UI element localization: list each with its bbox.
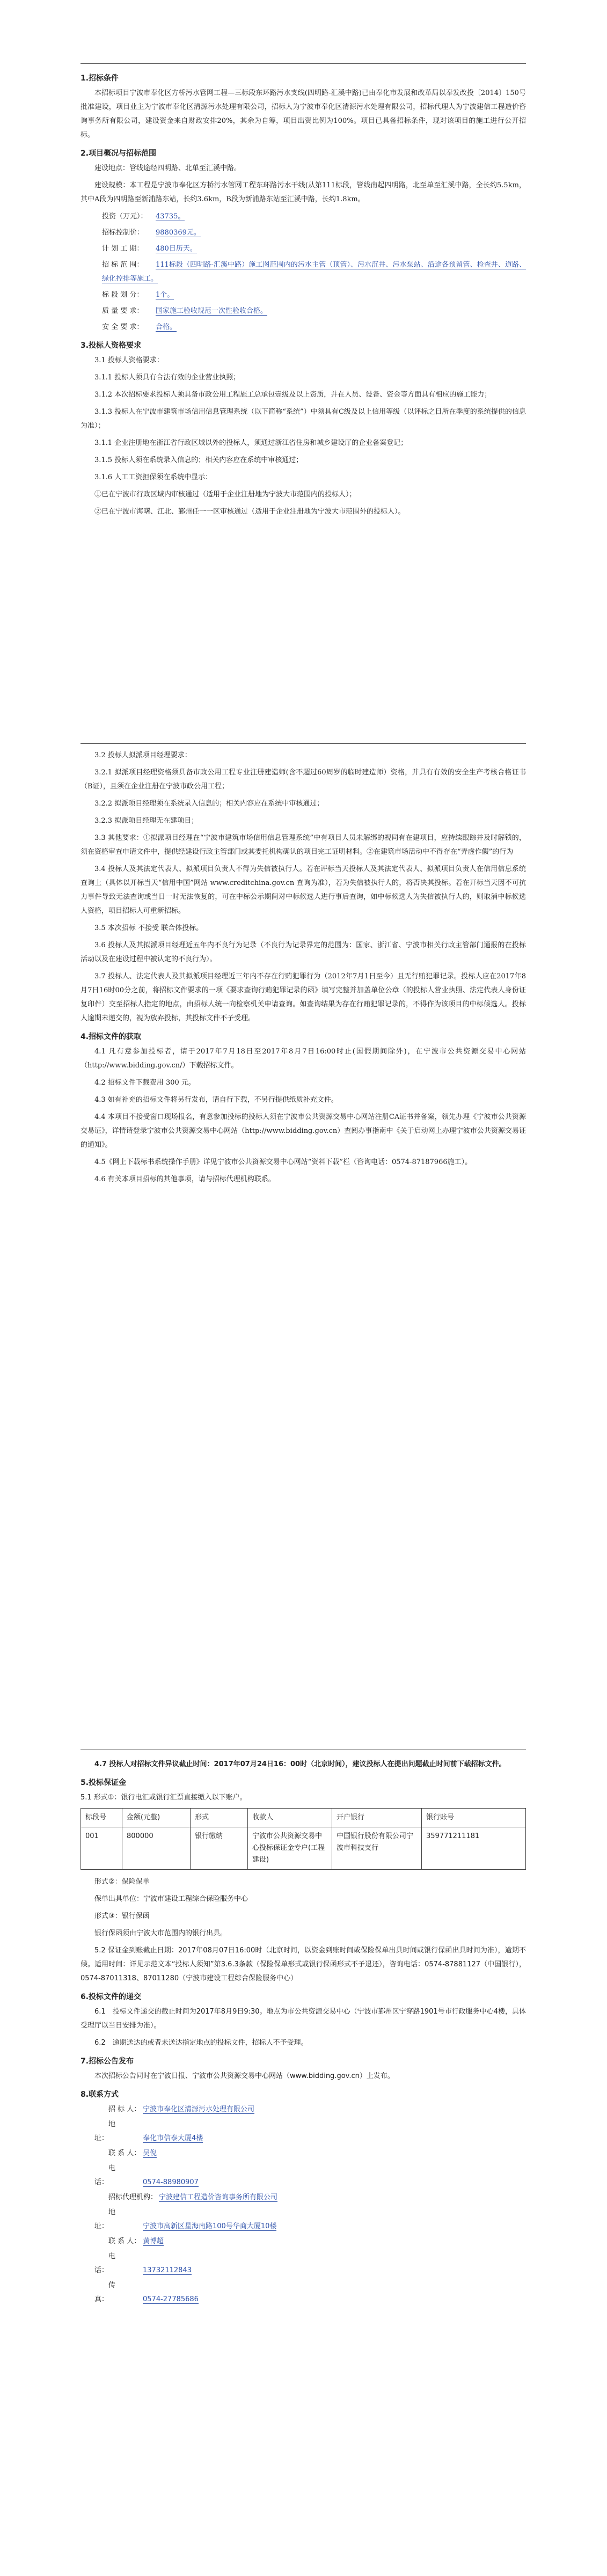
table-cell: 359771211181 — [422, 1827, 526, 1870]
contact-item: 电 话： 0574-88980907 — [94, 2164, 199, 2186]
table-header: 银行账号 — [422, 1809, 526, 1827]
section-block-2 — [81, 749, 526, 1190]
project-item: 投资（万元）： 43735。 — [102, 213, 185, 221]
table-header-row — [81, 1809, 526, 1827]
contact-item: 传 真： 0574-27785686 — [94, 2281, 199, 2303]
section-5-heading: 5.投标保证金 — [81, 1779, 127, 1787]
bid-doc-para: 4.6 有关本项目招标的其他事项，请与招标代理机构联系。 — [94, 1175, 275, 1183]
manager-para: 3.6 投标人及其拟派项目经理近五年内不良行为记录（不良行为记录界定的范围为：国家、浙江省、宁波市相关行政主管部门通报的在投标活动以及在建设过程中被认定的不良行为）。 — [81, 941, 526, 963]
project-location: 建设地点：管线途经四明路、北单至汇溪中路。 — [94, 164, 242, 172]
manager-para: 3.4 投标人及其法定代表人、拟派项目负责人不得为失信被执行人。若在评标当天投标人及其法定代表人、拟派项目负责人在信用信息系统查询上（具体以开标当天“信用中国”网站 www.creditchina.gov.cn 查询为准），若为失信被执行人的，将否决其投标。若在开标当天因不可抗力事件导致无法查询或当日一时无法恢复的，可在中标公示期间对中标候选人进行事后查询，如中标候选人为失信被执行人的，则取消中标候选人资格，项目招标人可重新招标。 — [81, 865, 526, 915]
project-items — [81, 210, 526, 334]
section-8-heading: 8.联系方式 — [81, 2090, 119, 2099]
qualification-para: 3.1.5 投标人须在系统录入信息的；相关内容应在系统中审核通过； — [94, 456, 303, 464]
page-divider — [81, 743, 526, 744]
qualification-para: 3.1.1 投标人须具有合法有效的企业营业执照； — [94, 374, 240, 382]
project-item: 安 全 要 求： 合格。 — [102, 323, 177, 331]
project-item: 招标控制价： 9880369元。 — [102, 229, 201, 237]
qualification-para: 3.1.6 人工工资担保须在系统中显示： — [94, 473, 213, 481]
qualification-para: ①已在宁波市行政区域内审核通过（适用于企业注册地为宁波大市范围内的投标人）； — [94, 491, 356, 499]
bid-doc-para: 4.5《网上下载标书系统操作手册》详见宁波市公共资源交易中心网站“资料下载”栏（咨询电话：0574-87187966施工）。 — [94, 1158, 472, 1166]
section-1-body: 本招标项目宁波市奉化区方桥污水管网工程—三标段东环路污水支线(四明路-汇溪中路)已由奉化市发展和改革局以奉发改投〔2014〕150号批准建设，项目业主为宁波市奉化区清源污水处理有限公司，招标人为宁波市奉化区清源污水处理有限公司，招标代理人为宁波建信工程造价咨询事务所有限公司，建设资金来自财政安排20%，其余为自筹，项目出资比例为100%。项目已具备招标条件，现对该项目的施工进行公开招标。 — [81, 89, 526, 139]
table-row — [81, 1827, 526, 1870]
table-cell: 001 — [81, 1827, 122, 1870]
table-header: 标段号 — [81, 1809, 122, 1827]
contact-item: 地 址： 奉化市信泰大厦4楼 — [94, 2120, 203, 2142]
project-item: 计 划 工 期： 480日历天。 — [102, 245, 197, 253]
publication-para: 本次招标公告同时在宁波日报、宁波市公共资源交易中心网站（www.bidding.gov.cn）上发布。 — [94, 2072, 394, 2080]
section-3-heading: 3.投标人资格要求 — [81, 341, 142, 350]
manager-para: 3.7 投标人、法定代表人及其拟派项目经理近三年内不存在行贿犯罪行为（2012年7月1日至今）且无行贿犯罪记录。投标人应在2017年8月7日16时00分之前，将招标文件要求的一项《要求查询行贿犯罪记录的函》填写完整并加盖单位公章（的投标人营业执照、法定代表人身份证复印件）交至招标人指定的地点，由招标人统一向检察机关申请查询。如查询结果为存在行贿犯罪记录的，不得作为该项目的中标候选人。投标人逾期未递交的，视为放弃投标，其投标文件不予受理。 — [81, 972, 526, 1022]
contact-item: 联 系 人： 吴倪 — [108, 2149, 157, 2157]
top-divider — [81, 63, 526, 64]
section-7-heading: 7.招标公告发布 — [81, 2057, 134, 2066]
qualification-para: 3.1.2 本次招标要求投标人须具备市政公用工程施工总承包壹级及以上资质，并在人员、设备、资金等方面具有相应的施工能力； — [94, 391, 492, 399]
manager-para: 3.2.1 拟派项目经理资格须具备市政公用工程专业注册建造师(含不超过60周岁的临时建造师）资格，并具有有效的安全生产考核合格证书（B证），且须在企业注册在宁波市政公用工程； — [81, 769, 526, 791]
section-6-heading: 6.投标文件的递交 — [81, 1993, 142, 2001]
table-header: 收款人 — [248, 1809, 332, 1827]
qualification-para: ②已在宁波市海曙、江北、鄞州任一一区审核通过（适用于企业注册地为宁波大市范围外的投标人）。 — [94, 508, 405, 516]
section-2-heading: 2.项目概况与招标范围 — [81, 149, 157, 158]
section-1-heading: 1.招标条件 — [81, 74, 119, 83]
contact-item: 招标代理机构： 宁波建信工程造价咨询事务所有限公司 — [108, 2193, 278, 2201]
table-header: 形式 — [191, 1809, 248, 1827]
contact-item: 地 址： 宁波市高新区星海南路100号华商大厦10楼 — [94, 2208, 277, 2230]
qualification-para: 3.1 投标人资格要求： — [94, 356, 164, 364]
qualification-para: 3.1.1 企业注册地在浙江省行政区域以外的投标人，须通过浙江省住房和城乡建设厅的企业备案登记； — [94, 439, 408, 447]
section-block-3 — [81, 1758, 526, 2308]
project-scale: 建设规模：本工程是宁波市奉化区方桥污水管网工程东环路污水干线(从第111标段，管线南起四明路，北至单至汇溪中路，全长约5.5km，其中A段为四明路至新浦路东站，长约3.6km，B段为新浦路东站至汇溪中路，长约1.8km。 — [81, 181, 526, 203]
deposit-table — [81, 1808, 526, 1870]
contact-item: 联 系 人： 黄博超 — [108, 2237, 164, 2245]
section-4-heading: 4.招标文件的获取 — [81, 1033, 142, 1041]
table-cell: 银行缴纳 — [191, 1827, 248, 1870]
table-header: 开户银行 — [332, 1809, 422, 1827]
manager-para: 3.2.3 拟派项目经理无在建项目； — [94, 817, 199, 825]
bid-doc-para: 4.3 如有补充的招标文件将另行发布，请自行下载，不另行提供纸质补充文件。 — [94, 1096, 338, 1104]
bid-doc-para: 4.2 招标文件下载费用 300 元。 — [94, 1079, 195, 1087]
manager-para: 3.2.2 拟派项目经理须在系统录入信息的；相关内容应在系统中审核通过； — [94, 800, 324, 808]
deposit-para: 形式②：保险保单 — [94, 1878, 150, 1886]
contact-item: 电 话： 13732112843 — [94, 2252, 192, 2274]
deposit-intro: 5.1 形式①：银行电汇或银行汇票直接缴入以下账户。 — [81, 1794, 247, 1802]
qualification-para: 3.1.3 投标人在宁波市建筑市场信用信息管理系统（以下简称“系统”）中须具有C级及以上信用等级（以评标之日所在季度的系统提供的信息为准）； — [81, 408, 526, 430]
submission-para: 6.1 投标文件递交的截止时间为2017年8月9日9:30。地点为市公共资源交易中心（宁波市鄞州区宁穿路1901号市行政服务中心4楼，具体受理厅以当日安排为准）。 — [81, 2008, 526, 2030]
deposit-para: 5.2 保证金到账截止日期：2017年08月07日16:00时（北京时间，以资金到账时间或保险保单出具时间或银行保函出具时间为准），逾期不候。适用时间：详见示范文本“投标人须知”第3.6.3条款（保险保单形式或银行保函形式不予退还），咨询电话：0574-87881127（中国银行），0574-87011318、87011280（宁波市建设工程综合保险服务中心） — [81, 1946, 526, 1982]
manager-para: 3.2 投标人拟派项目经理要求： — [94, 751, 192, 759]
section-block-1 — [81, 67, 526, 522]
deposit-para: 银行保函须由宁波大市范围内的银行出具。 — [94, 1929, 228, 1937]
bid-doc-para: 4.1 凡有意参加投标者，请于2017年7月18日至2017年8月7日16:00时止(国假期间除外)，在宁波市公共资源交易中心网站（http://www.bidding.gov.cn/）下载招标文件。 — [81, 1048, 526, 1070]
table-cell: 宁波市公共资源交易中心投标保证金专户(工程建设) — [248, 1827, 332, 1870]
table-cell: 800000 — [122, 1827, 191, 1870]
contact-list — [81, 2103, 526, 2307]
table-header: 金额(元整) — [122, 1809, 191, 1827]
deposit-para: 形式③：银行保函 — [94, 1912, 150, 1920]
manager-para: 3.5 本次招标 不接受 联合体投标。 — [94, 924, 203, 932]
submission-para: 6.2 逾期送达的或者未送达指定地点的投标文件，招标人不予受理。 — [94, 2039, 308, 2047]
project-item: 质 量 要 求： 国家施工验收规范一次性验收合格。 — [102, 307, 268, 315]
bid-doc-para: 4.4 本项目不接受窗口现场报名，有意参加投标的投标人须在宁波市公共资源交易中心网站注册CA证书并备案，领先办理《宁波市公共资源交易证》，详情请登录宁波市公共资源交易中心网站（http://www.bidding.gov.cn）查阅办事指南中《关于启动网上办理宁波市公共资源交易证的通知》。 — [81, 1113, 526, 1149]
project-item: 标 段 划 分： 1个。 — [102, 291, 174, 299]
deposit-para: 保单出具单位：宁波市建设工程综合保险服务中心 — [94, 1895, 248, 1903]
objection-deadline: 4.7 投标人对招标文件异议截止时间：2017年07月24日16：00时（北京时间），建议投标人在提出问题截止时间前下载招标文件。 — [94, 1760, 506, 1768]
manager-para: 3.3 其他要求：①拟派项目经理在“宁波市建筑市场信用信息管理系统”中有项目人员未解绑的视同有在建项目，应持续跟踪并及时解锁的，须在资格审查申请文件中，提供经建设行政主管部门或其委托机构确认的项目完工证明材料。②在建筑市场活动中不得存在“弄虚作假”的行为 — [81, 834, 526, 856]
project-item: 招 标 范 围： 111标段（四明路-汇溪中路）施工图范围内的污水主管（顶管）、污水沉井、污水泵站、沿途各预留管、检查井、道路、绿化控排等施工。 — [102, 261, 526, 283]
table-cell: 中国银行股份有限公司宁波市科技支行 — [332, 1827, 422, 1870]
contact-item: 招 标 人： 宁波市奉化区清源污水处理有限公司 — [108, 2105, 255, 2113]
